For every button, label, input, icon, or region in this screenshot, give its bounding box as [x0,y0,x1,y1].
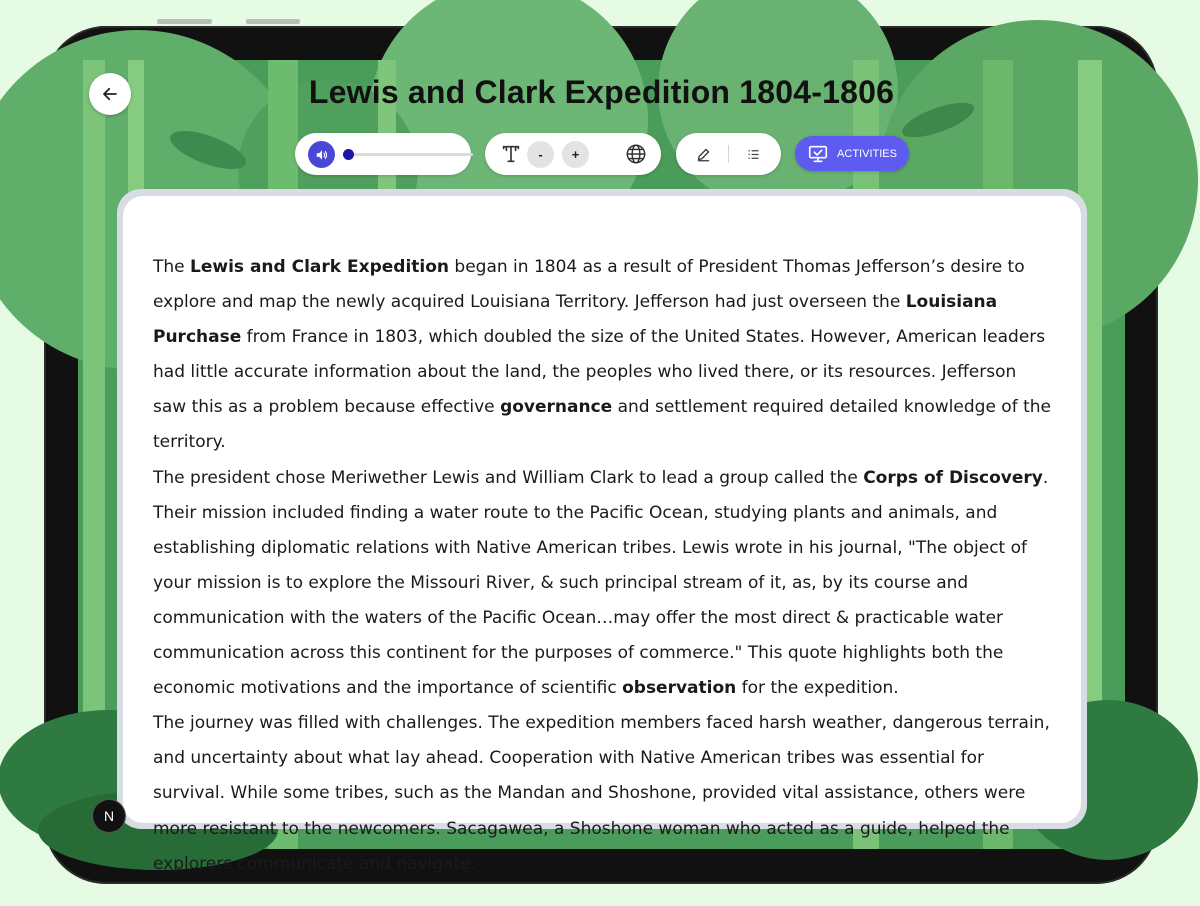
list-icon [746,147,761,162]
key-term[interactable]: Lewis and Clark Expedition [190,257,450,277]
reading-card [123,196,1081,874]
play-audio-button[interactable] [308,141,335,168]
paragraph-text: for the expedition. [736,678,899,699]
device-top-button-1 [157,19,212,24]
outline-button[interactable] [743,144,763,164]
globe-icon[interactable] [625,143,647,165]
article-text [153,250,1053,882]
device-top-button-2 [246,19,300,24]
key-term[interactable]: Corps of Discovery [863,467,1043,488]
key-term[interactable]: observation [622,678,737,699]
tool-divider [728,145,729,163]
page-title: Lewis and Clark Expedition 1804-1806 [308,74,895,110]
highlight-button[interactable] [693,144,713,164]
pencil-icon [696,147,711,162]
paragraph-text: The president chose Meriwether Lewis and William Clark to lead a group called the [153,467,864,488]
audio-progress-knob[interactable] [343,149,354,160]
increase-text-size-button[interactable]: + [562,141,589,168]
decrease-text-size-button[interactable]: - [527,141,554,168]
next-badge[interactable]: N [93,800,125,832]
article-paragraph [153,706,1053,881]
paragraph-text: The [153,257,191,277]
app-screen [78,60,1125,874]
paragraph-text: and settlement required detailed knowledge of the territory. [153,397,1051,453]
article-paragraph [153,461,1053,707]
activities-button[interactable] [795,136,909,171]
reading-tools [676,133,781,175]
paragraph-text: The journey was filled with challenges. The expedition members faced harsh weather, dangerous terrain, and uncertainty about what lay ahead. Cooperation with Native American tribes was essential for survival. While some tribes, such as the Mandan and Shoshone, provided vital assistance, others were more resistant to the newcomers. Sacagawea, a Shoshone woman who acted as a guide, helped the explorers communicate and navigate. [153,713,1050,874]
paragraph-text: . Their mission included finding a water route to the Pacific Ocean, studying plants and animals, and establishing diplomatic relations with Native American tribes. Lewis wrote in his journal, "The object of your mission is to explore the Missouri River, & such principal stream of it, as, by its course and communication with the waters of the Pacific Ocean…may offer the most direct & practicable water communication across this continent for the purposes of commerce." This quote highlights both the economic motivations and the importance of scientific [153,467,1049,699]
text-size-icon [499,142,523,166]
audio-player [295,133,471,175]
activities-label: ACTIVITIES [837,147,897,160]
speaker-icon [315,148,329,162]
paragraph-text: began in 1804 as a result of President Thomas Jefferson’s desire to explore and map the newly acquired Louisiana Territory. Jefferson had just overseen the [153,257,1025,313]
key-term[interactable]: Louisiana Purchase [153,292,998,348]
paragraph-text: from France in 1803, which doubled the size of the United States. However, American leaders had little accurate information about the land, the peoples who lived there, or its resources. Jefferson saw this as a problem because effective [153,327,1046,418]
article-paragraph [153,250,1053,461]
text-size-controls [485,133,661,175]
audio-progress-bar[interactable] [345,153,473,156]
presentation-icon [807,143,829,165]
key-term[interactable]: governance [500,397,613,418]
